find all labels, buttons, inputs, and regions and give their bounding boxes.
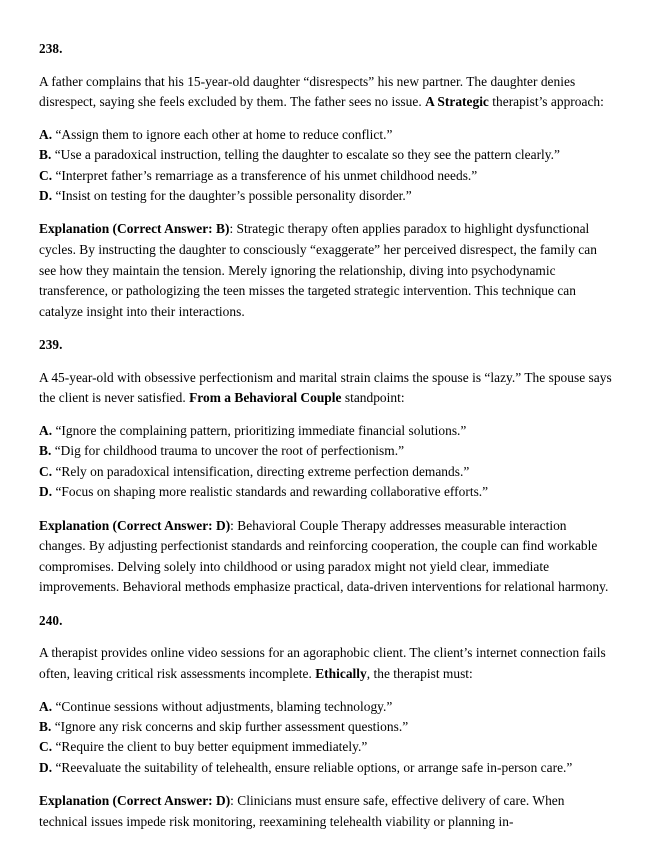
question-number: 240. [39,612,63,628]
explanation-paragraph [39,516,613,598]
answer-option[interactable] [39,462,613,482]
stem-text-part2: , the therapist must: [366,666,473,682]
option-text: “Reevaluate the suitability of telehealth, ensure reliable options, or arrange safe in-person care.” [55,759,573,775]
option-text: “Interpret father’s remarriage as a transference of his unmet childhood needs.” [55,167,478,183]
explanation-heading: Explanation (Correct Answer: B) [39,221,230,237]
answer-options-list [39,125,613,207]
spacer [39,778,613,791]
answer-option[interactable] [39,482,613,502]
spacer [39,60,613,72]
spacer [39,685,613,697]
spacer [39,409,613,421]
stem-text-part1: A therapist provides online video sessions for an agoraphobic client. The client’s internet connection fails often, leaving critical risk assessments incomplete. [39,645,606,682]
option-letter: B. [39,443,52,459]
question-number: 238. [39,41,63,56]
option-text: “Require the client to buy better equipment immediately.” [55,739,368,755]
question-block-240 [39,611,613,833]
stem-emphasis: From a Behavioral Couple [189,390,342,406]
spacer [39,356,613,368]
stem-text-part2: therapist’s approach: [488,94,604,110]
option-letter: C. [39,167,53,183]
answer-option[interactable] [39,421,613,441]
explanation-paragraph [39,219,613,322]
option-text: “Rely on paradoxical intensification, directing extreme perfection demands.” [55,463,470,479]
question-stem [39,643,613,684]
option-letter: C. [39,739,53,755]
stem-emphasis: A Strategic [425,94,489,110]
answer-option[interactable] [39,758,613,778]
spacer [39,631,613,643]
answer-option[interactable] [39,441,613,461]
answer-option[interactable] [39,145,613,165]
answer-option[interactable] [39,697,613,717]
answer-option[interactable] [39,166,613,186]
option-text: “Continue sessions without adjustments, blaming technology.” [55,698,393,714]
answer-options-list [39,421,613,503]
explanation-body: : Clinicians must ensure safe, effective delivery of care. When technical issues impede risk monitoring, reexamining telehealth viability or planning in- [39,793,565,829]
spacer [39,113,613,125]
option-text: “Insist on testing for the daughter’s possible personality disorder.” [55,187,412,203]
answer-option[interactable] [39,125,613,145]
option-letter: A. [39,422,53,438]
option-letter: D. [39,759,53,775]
option-letter: D. [39,187,53,203]
option-text: “Ignore the complaining pattern, prioritizing immediate financial solutions.” [55,422,467,438]
explanation-body: : Behavioral Couple Therapy addresses measurable interaction changes. By adjusting perfectionist standards and reinforcing cooperation, the couple can find workable compromises. Delving solely into childhood or using paradox might not yield clear, immediate improvements. Behavioral methods emphasize practical, data-driven interventions for relational harmony. [39,517,609,595]
option-letter: D. [39,484,53,500]
explanation-body: : Strategic therapy often applies paradox to highlight dysfunctional cycles. By instructing the daughter to consciously “exaggerate” her perceived disrespect, the family can see how they maintain the tension. Merely ignoring the relationship, diving into psychodynamic transference, or pathologizing the teen misses the targeted strategic intervention. This technique can catalyze insight into their interactions. [39,221,597,319]
spacer [39,206,613,219]
option-text: “Dig for childhood trauma to uncover the root of perfectionism.” [54,443,405,459]
option-letter: C. [39,463,53,479]
option-letter: A. [39,698,53,714]
answer-option[interactable] [39,717,613,737]
answer-option[interactable] [39,186,613,206]
spacer [39,598,613,611]
answer-options-list [39,697,613,779]
option-text: “Ignore any risk concerns and skip further assessment questions.” [54,719,409,735]
option-letter: B. [39,147,52,163]
question-block-239 [39,335,613,598]
option-text: “Assign them to ignore each other at home to reduce conflict.” [55,126,393,142]
option-letter: B. [39,719,52,735]
spacer [39,503,613,516]
explanation-heading: Explanation (Correct Answer: D) [39,517,231,533]
explanation-heading: Explanation (Correct Answer: D) [39,793,231,809]
question-stem [39,72,613,113]
question-number: 239. [39,337,63,353]
stem-emphasis: Ethically [315,666,367,682]
stem-text-part2: standpoint: [341,390,405,406]
option-letter: A. [39,126,53,142]
question-stem [39,368,613,409]
spacer [39,322,613,335]
option-text: “Focus on shaping more realistic standards and rewarding collaborative efforts.” [55,484,489,500]
explanation-paragraph [39,791,613,832]
stem-text-part1: A 45-year-old with obsessive perfectionism and marital strain claims the spouse is “lazy.” The spouse says the client is never satisfied. [39,369,612,406]
option-text: “Use a paradoxical instruction, telling the daughter to escalate so they see the pattern clearly.” [54,147,560,163]
stem-text-part1: A father complains that his 15-year-old daughter “disrespects” his new partner. The daughter denies disrespect, saying she feels excluded by them. The father sees no issue. [39,73,576,110]
question-block-238 [39,39,613,322]
answer-option[interactable] [39,737,613,757]
